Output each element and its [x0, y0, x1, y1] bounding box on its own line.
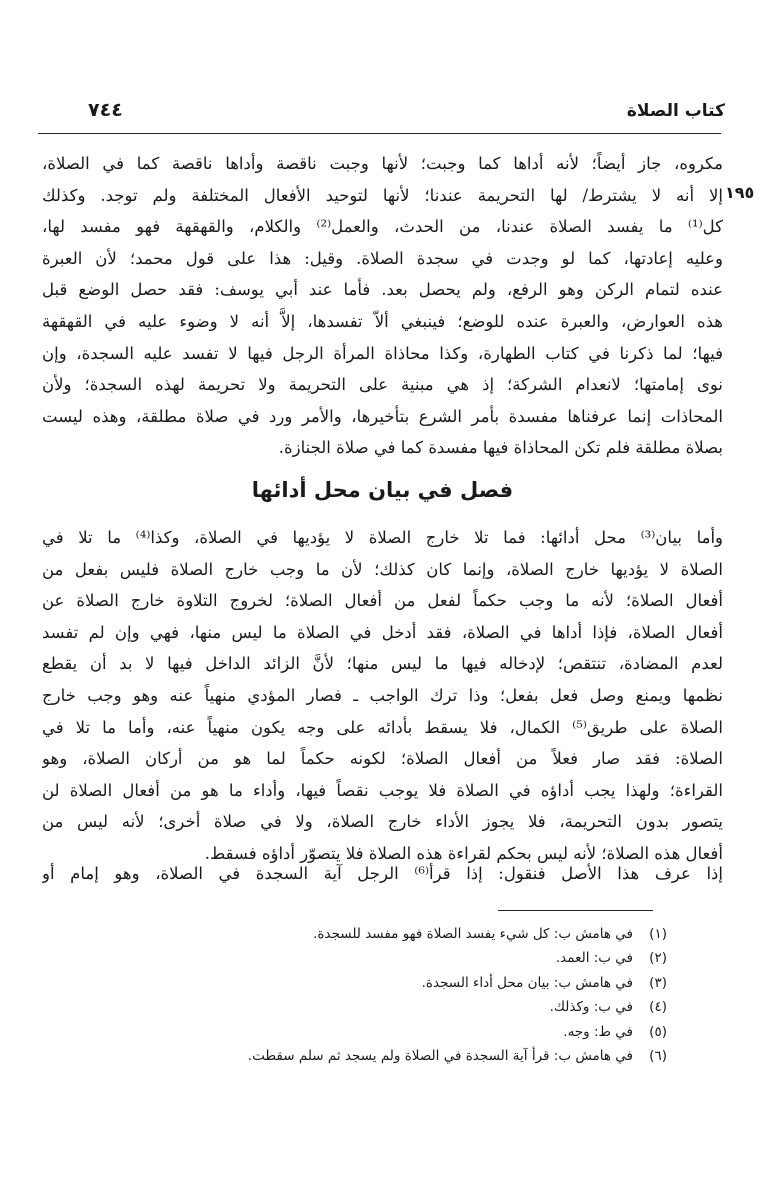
- page-number: ٧٤٤: [88, 99, 123, 121]
- text-line: هذه العوارض، والعبرة عنده للوضع؛ فينبغي ألاّ تفسدها، إلاَّ أنه لا وضوء عليه في القهقهة: [42, 311, 723, 331]
- running-title: كتاب الصلاة: [626, 101, 725, 121]
- text-line: أفعال الصلاة، فإذا أداها في الصلاة، فقد أدخل في الصلاة ما ليس منها، فهي وإن لم تفسد: [42, 622, 723, 642]
- footnote-number: (٢): [649, 950, 667, 967]
- footnote-number: (٣): [649, 974, 667, 991]
- text-line: يتصور بدون التحريمة، فلا يجوز الأداء خارج الصلاة، ولا في صلاة أخرى؛ لأنه ليس من: [42, 812, 723, 832]
- text-line: كل⁽¹⁾ ما يفسد الصلاة عندنا، من الحدث، والعمل⁽²⁾ والكلام، والقهقهة فهو مفسد لها،: [42, 217, 723, 237]
- footnote-number: (١): [649, 926, 667, 942]
- text-line: لعدم المضادة، تنتقص؛ لإدخاله فيها ما ليس منها؛ لأنَّ الزائد الداخل فيها لا بد أن يقطع: [42, 654, 723, 674]
- footnote-text: في ب: وكذلك.: [549, 999, 633, 1016]
- margin-folio-number: ١٩٥: [725, 183, 755, 202]
- footnote-text: في ب: العمد.: [555, 950, 633, 967]
- paragraph-block-1: [42, 148, 723, 464]
- text-line: الصلاة على طريق⁽⁵⁾ الكمال، فلا يسقط بأدائه على وجه يكون منهياً عنه، وأما ما تلا في: [42, 717, 723, 737]
- footnotes: [67, 922, 667, 1068]
- footnote: [67, 922, 667, 946]
- text-line: المحاذات إنما عرفناها مفسدة بأمر الشرع بتأخيرها، والأمر ورد في صلاة مطلقة، وهذه ليست: [42, 406, 723, 426]
- footnote: [67, 971, 667, 995]
- text-line: أفعال هذه الصلاة؛ لأنه ليس بحكم لقراءة هذه الصلاة فلا يتصوّر أداؤه فسقط.: [204, 843, 723, 863]
- text-line: أفعال الصلاة؛ لأنه ما وجب حكماً لفعل من أفعال الصلاة؛ لخروج التلاوة خارج الصلاة عن: [42, 591, 723, 611]
- text-line: عنده لتمام الركن وهو الرفع، ولم يحصل بعد. فأما عند أبي يوسف: فقد حصل الوضع قبل: [42, 280, 723, 300]
- text-line: إذا عرف هذا الأصل فنقول: إذا قرأ⁽⁶⁾ الرجل آية السجدة في الصلاة، وهو إمام أو: [42, 864, 723, 883]
- text-line: وعليه إعادتها، كما لو وجدت في سجدة الصلاة. وقيل: هذا على قول محمد؛ لأن العبرة: [42, 248, 723, 268]
- header-rule: [38, 133, 721, 134]
- text-line: القراءة؛ ولهذا يجب أداؤه في الصلاة فلا يوجب نقصاً فيها، وأداء ما هو من أفعال الصلاة لن: [42, 780, 723, 800]
- text-line: وأما بيان⁽³⁾ محل أدائها: فما تلا خارج الصلاة لا يؤديها في الصلاة، وكذا⁽⁴⁾ ما تلا في: [42, 528, 723, 547]
- footnote: [67, 946, 667, 970]
- text-line: نظمها ويمنع وصل فعل بفعل؛ وذا ترك الواجب ـ فصار المؤدي منهياً عنه وهو وجب خارج: [42, 685, 723, 705]
- text-line: الصلاة لا يؤديها خارج الصلاة، وإنما كان كذلك؛ لأن ما وجب خارج الصلاة فليس بفعل من: [42, 559, 723, 579]
- paragraph-block-3: [42, 858, 723, 890]
- paragraph-block-2: [42, 522, 723, 870]
- text-line: نوى إمامتها؛ لانعدام الشركة؛ إذ هي مبنية على التحريمة ولا تحريمة لهذه السجدة؛ ولأن: [42, 375, 723, 395]
- text-line: إلا أنه لا يشترط/ لها التحريمة عندنا؛ لأنها لتوحيد الأفعال المختلفة ولم توجد. وكذلك: [42, 185, 723, 205]
- footnote-rule: [498, 910, 653, 911]
- footnote-text: في ط: وجه.: [563, 1023, 633, 1040]
- footnote-number: (٤): [649, 999, 667, 1016]
- section-heading: فصل في بيان محل أدائها: [251, 478, 514, 502]
- text-line: الصلاة: فقد صار فعلاً من أفعال الصلاة؛ لكونه حكماً لما هو من أركان الصلاة، وهو: [42, 749, 723, 769]
- footnote-number: (٦): [649, 1047, 667, 1064]
- text-line: بصلاة مطلقة فلم تكن المحاذاة فيها مفسدة كما في صلاة الجنازة.: [278, 438, 723, 458]
- footnote: [67, 1020, 667, 1044]
- text-line: فيها؛ لما ذكرنا في كتاب الطهارة، وكذا محاذاة المرأة الرجل فيها لا تفسد عليه السجدة، وإن: [42, 343, 723, 363]
- footnote-text: في هامش ب: بيان محل أداء السجدة.: [421, 974, 633, 991]
- footnote: [67, 1044, 667, 1068]
- text-line: مكروه، جاز أيضاً؛ لأنه أداها كما وجبت؛ لأنها وجبت ناقصة وأداها ناقصة كما في الصلاة،: [42, 154, 723, 173]
- footnote-text: في هامش ب: قرأ آية السجدة في الصلاة ولم يسجد ثم سلم سقطت.: [247, 1047, 633, 1064]
- footnote: [67, 995, 667, 1019]
- footnote-number: (٥): [649, 1023, 667, 1040]
- footnote-text: في هامش ب: كل شيء يفسد الصلاة فهو مفسد للسجدة.: [313, 926, 633, 942]
